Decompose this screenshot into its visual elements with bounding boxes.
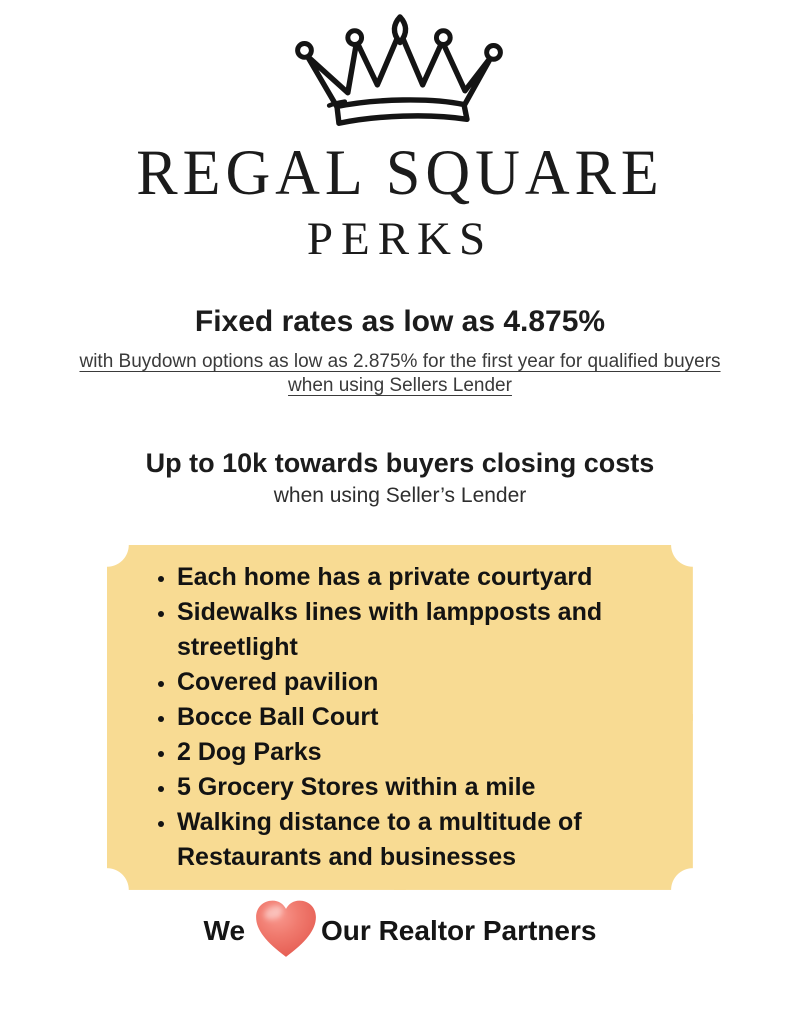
perk-item: • 2 Dog Parks bbox=[177, 735, 667, 770]
footer-suffix: Our Realtor Partners bbox=[321, 915, 597, 946]
perk-item: • Covered pavilion bbox=[177, 665, 667, 700]
heart-icon bbox=[253, 898, 319, 960]
perk-item: • Sidewalks lines with lampposts and streetlight bbox=[177, 595, 667, 665]
perk-item: • Each home has a private courtyard bbox=[177, 560, 667, 595]
closing-costs-subline: when using Seller’s Lender bbox=[273, 484, 527, 507]
rates-subline-1: with Buydown options as low as 2.875% for the first year for qualified buyers bbox=[79, 351, 721, 372]
rates-subline-2: when using Sellers Lender bbox=[288, 375, 512, 396]
perk-item: • Bocce Ball Court bbox=[177, 700, 667, 735]
perk-item: • Walking distance to a multitude of Restaurants and businesses bbox=[177, 805, 667, 875]
brand-title: REGAL SQUARE bbox=[136, 137, 664, 209]
closing-costs-headline: Up to 10k towards buyers closing costs bbox=[145, 448, 655, 478]
rates-headline: Fixed rates as low as 4.875% bbox=[194, 305, 606, 338]
rates-subtext bbox=[0, 350, 800, 398]
footer-prefix: We bbox=[203, 915, 246, 946]
brand-subtitle: PERKS bbox=[306, 213, 494, 265]
perks-list bbox=[107, 560, 667, 875]
perk-item: • 5 Grocery Stores within a mile bbox=[177, 770, 667, 805]
footer-line bbox=[0, 900, 800, 962]
crown-icon bbox=[281, 12, 519, 140]
perks-box bbox=[107, 545, 693, 890]
